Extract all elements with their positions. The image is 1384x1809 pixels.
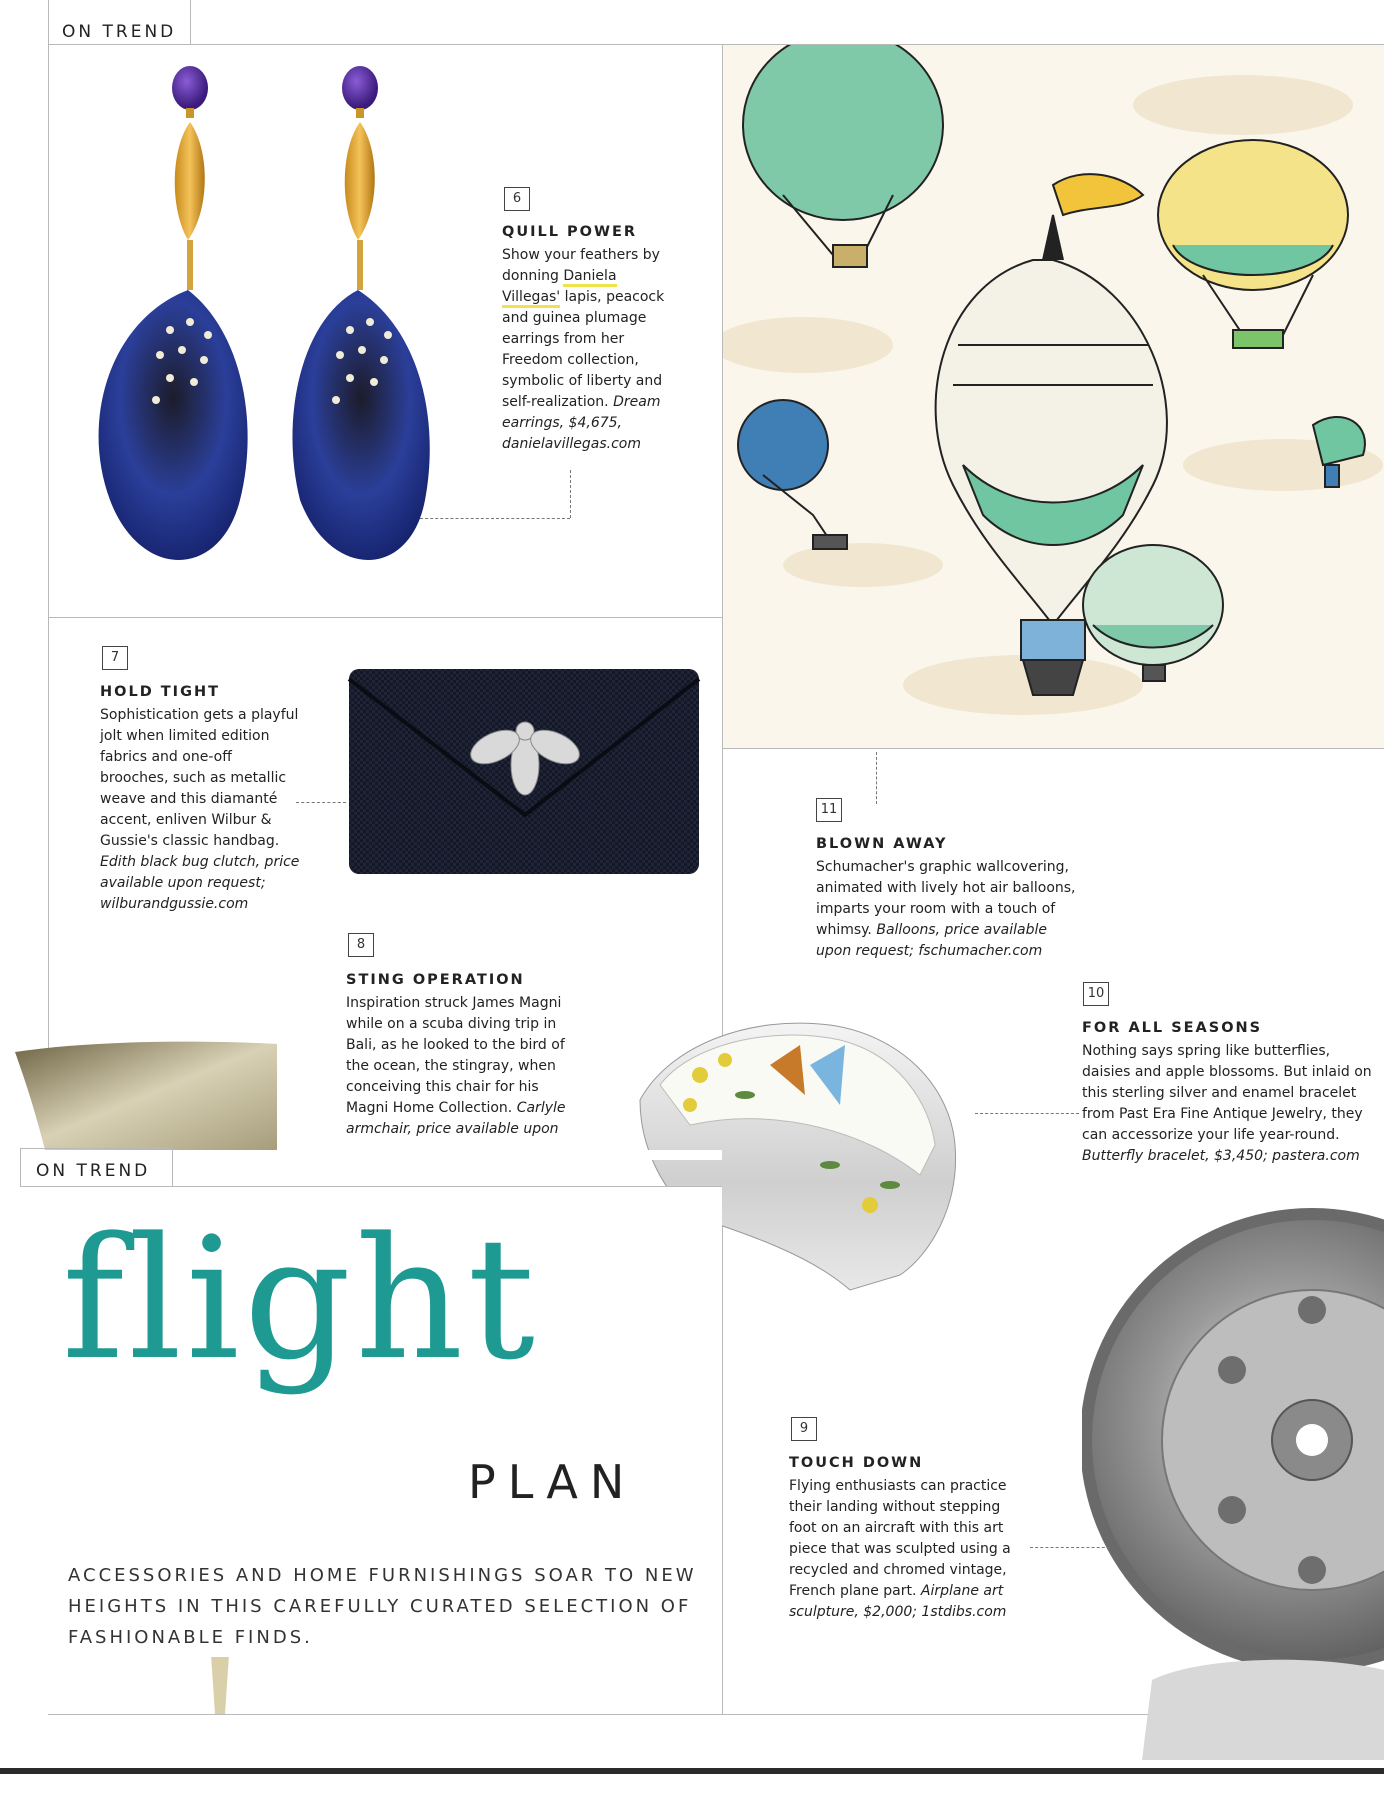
- section-tag: ON TREND: [62, 22, 177, 42]
- item-body: Inspiration struck James Magni while on a scuba diving trip in Bali, as he looked to the bird of the ocean, the stingray, when conceiving this chair for his Magni Home Collection.: [346, 995, 565, 1116]
- callout-leader: [420, 518, 570, 519]
- item-credit: Edith black bug clutch, price available upon request; wilburandgussie.com: [100, 854, 300, 912]
- item-quill-power: [502, 222, 672, 455]
- feature-tag-divider: [172, 1148, 173, 1186]
- item-body-pre: Show your feathers by donning: [502, 247, 660, 284]
- feature-title: flight: [62, 1201, 539, 1397]
- item-heading: FOR ALL SEASONS: [1082, 1020, 1263, 1036]
- earrings-image: [70, 60, 490, 610]
- callout-leader: [876, 752, 877, 804]
- callout-leader: [296, 802, 346, 803]
- item-body: Sophistication gets a playful jolt when limited edition fabrics and one-off brooches, such as metallic weave and this diamanté accent, enliven Wilbur & Gussie's classic handbag.: [100, 707, 299, 849]
- item-heading: STING OPERATION: [346, 972, 525, 988]
- item-number-9: 9: [791, 1417, 817, 1441]
- item-touch-down: [789, 1453, 1029, 1623]
- page-bottom-edge: [0, 1768, 1384, 1774]
- item-number-6: 6: [504, 187, 530, 211]
- item-body: Nothing says spring like butterflies, daisies and apple blossoms. But inlaid on this sterling silver and enamel bracelet from Past Era Fine Antique Jewelry, they can accessorize your life year-round.: [1082, 1043, 1372, 1143]
- airplane-sculpture-image: [1082, 1200, 1384, 1760]
- item-hold-tight: [100, 682, 300, 915]
- item-heading: QUILL POWER: [502, 224, 638, 240]
- item-heading: TOUCH DOWN: [789, 1455, 924, 1471]
- feature-tag-rule: [20, 1148, 172, 1149]
- item-credit: Balloons, price available upon request; fschumacher.com: [816, 922, 1047, 959]
- tag-divider-left: [48, 0, 49, 44]
- feature-dek: ACCESSORIES AND HOME FURNISHINGS SOAR TO NEW HEIGHTS IN THIS CAREFULLY CURATED SELECTION OF FASHIONABLE FINDS.: [68, 1565, 697, 1648]
- item-body: Flying enthusiasts can practice their landing without stepping foot on an aircraft with this art piece that was sculpted using a recycled and chromed vintage, French plane part.: [789, 1478, 1011, 1599]
- armchair-image: [15, 1040, 280, 1150]
- item-credit: Carlyle armchair, price available upon: [346, 1100, 566, 1137]
- callout-leader: [570, 470, 571, 518]
- item-sting-operation: [346, 970, 576, 1145]
- item-credit: Dream earrings, $4,675, danielavillegas.com: [502, 394, 661, 452]
- feature-tag-divider: [20, 1148, 21, 1186]
- item-body-post: lapis, peacock and guinea plumage earrings from her Freedom collection, symbolic of liberty and self-realization.: [502, 289, 665, 410]
- item-blown-away: [816, 834, 1086, 962]
- item-heading: HOLD TIGHT: [100, 684, 220, 700]
- item-for-all-seasons: [1082, 1018, 1377, 1167]
- callout-leader: [975, 1113, 1079, 1114]
- item-number-11: 11: [816, 798, 842, 822]
- item-heading: BLOWN AWAY: [816, 836, 948, 852]
- item-number-7: 7: [102, 646, 128, 670]
- chair-leg-image: [205, 1655, 235, 1714]
- item-credit: Butterfly bracelet, $3,450; pastera.com: [1082, 1148, 1360, 1164]
- feature-subtitle: PLAN: [468, 1455, 637, 1509]
- row-rule-right: [722, 748, 1384, 749]
- tag-divider-right: [190, 0, 191, 44]
- feature-section-tag: ON TREND: [36, 1161, 151, 1181]
- item-number-8: 8: [348, 933, 374, 957]
- feature-tab-bg: [20, 1150, 722, 1160]
- bug-clutch-image: [345, 665, 707, 880]
- callout-leader: [1030, 1547, 1110, 1548]
- item-credit: Airplane art sculpture, $2,000; 1stdibs.com: [789, 1583, 1007, 1620]
- row-rule-left: [48, 617, 722, 618]
- balloons-wallpaper-image: [723, 45, 1384, 748]
- left-column-rule: [48, 44, 49, 1054]
- item-number-10: 10: [1083, 982, 1109, 1006]
- item-body: Schumacher's graphic wallcovering, animated with lively hot air balloons, imparts your room with a touch of whimsy.: [816, 859, 1076, 938]
- designer-link[interactable]: Daniela Villegas': [502, 268, 617, 308]
